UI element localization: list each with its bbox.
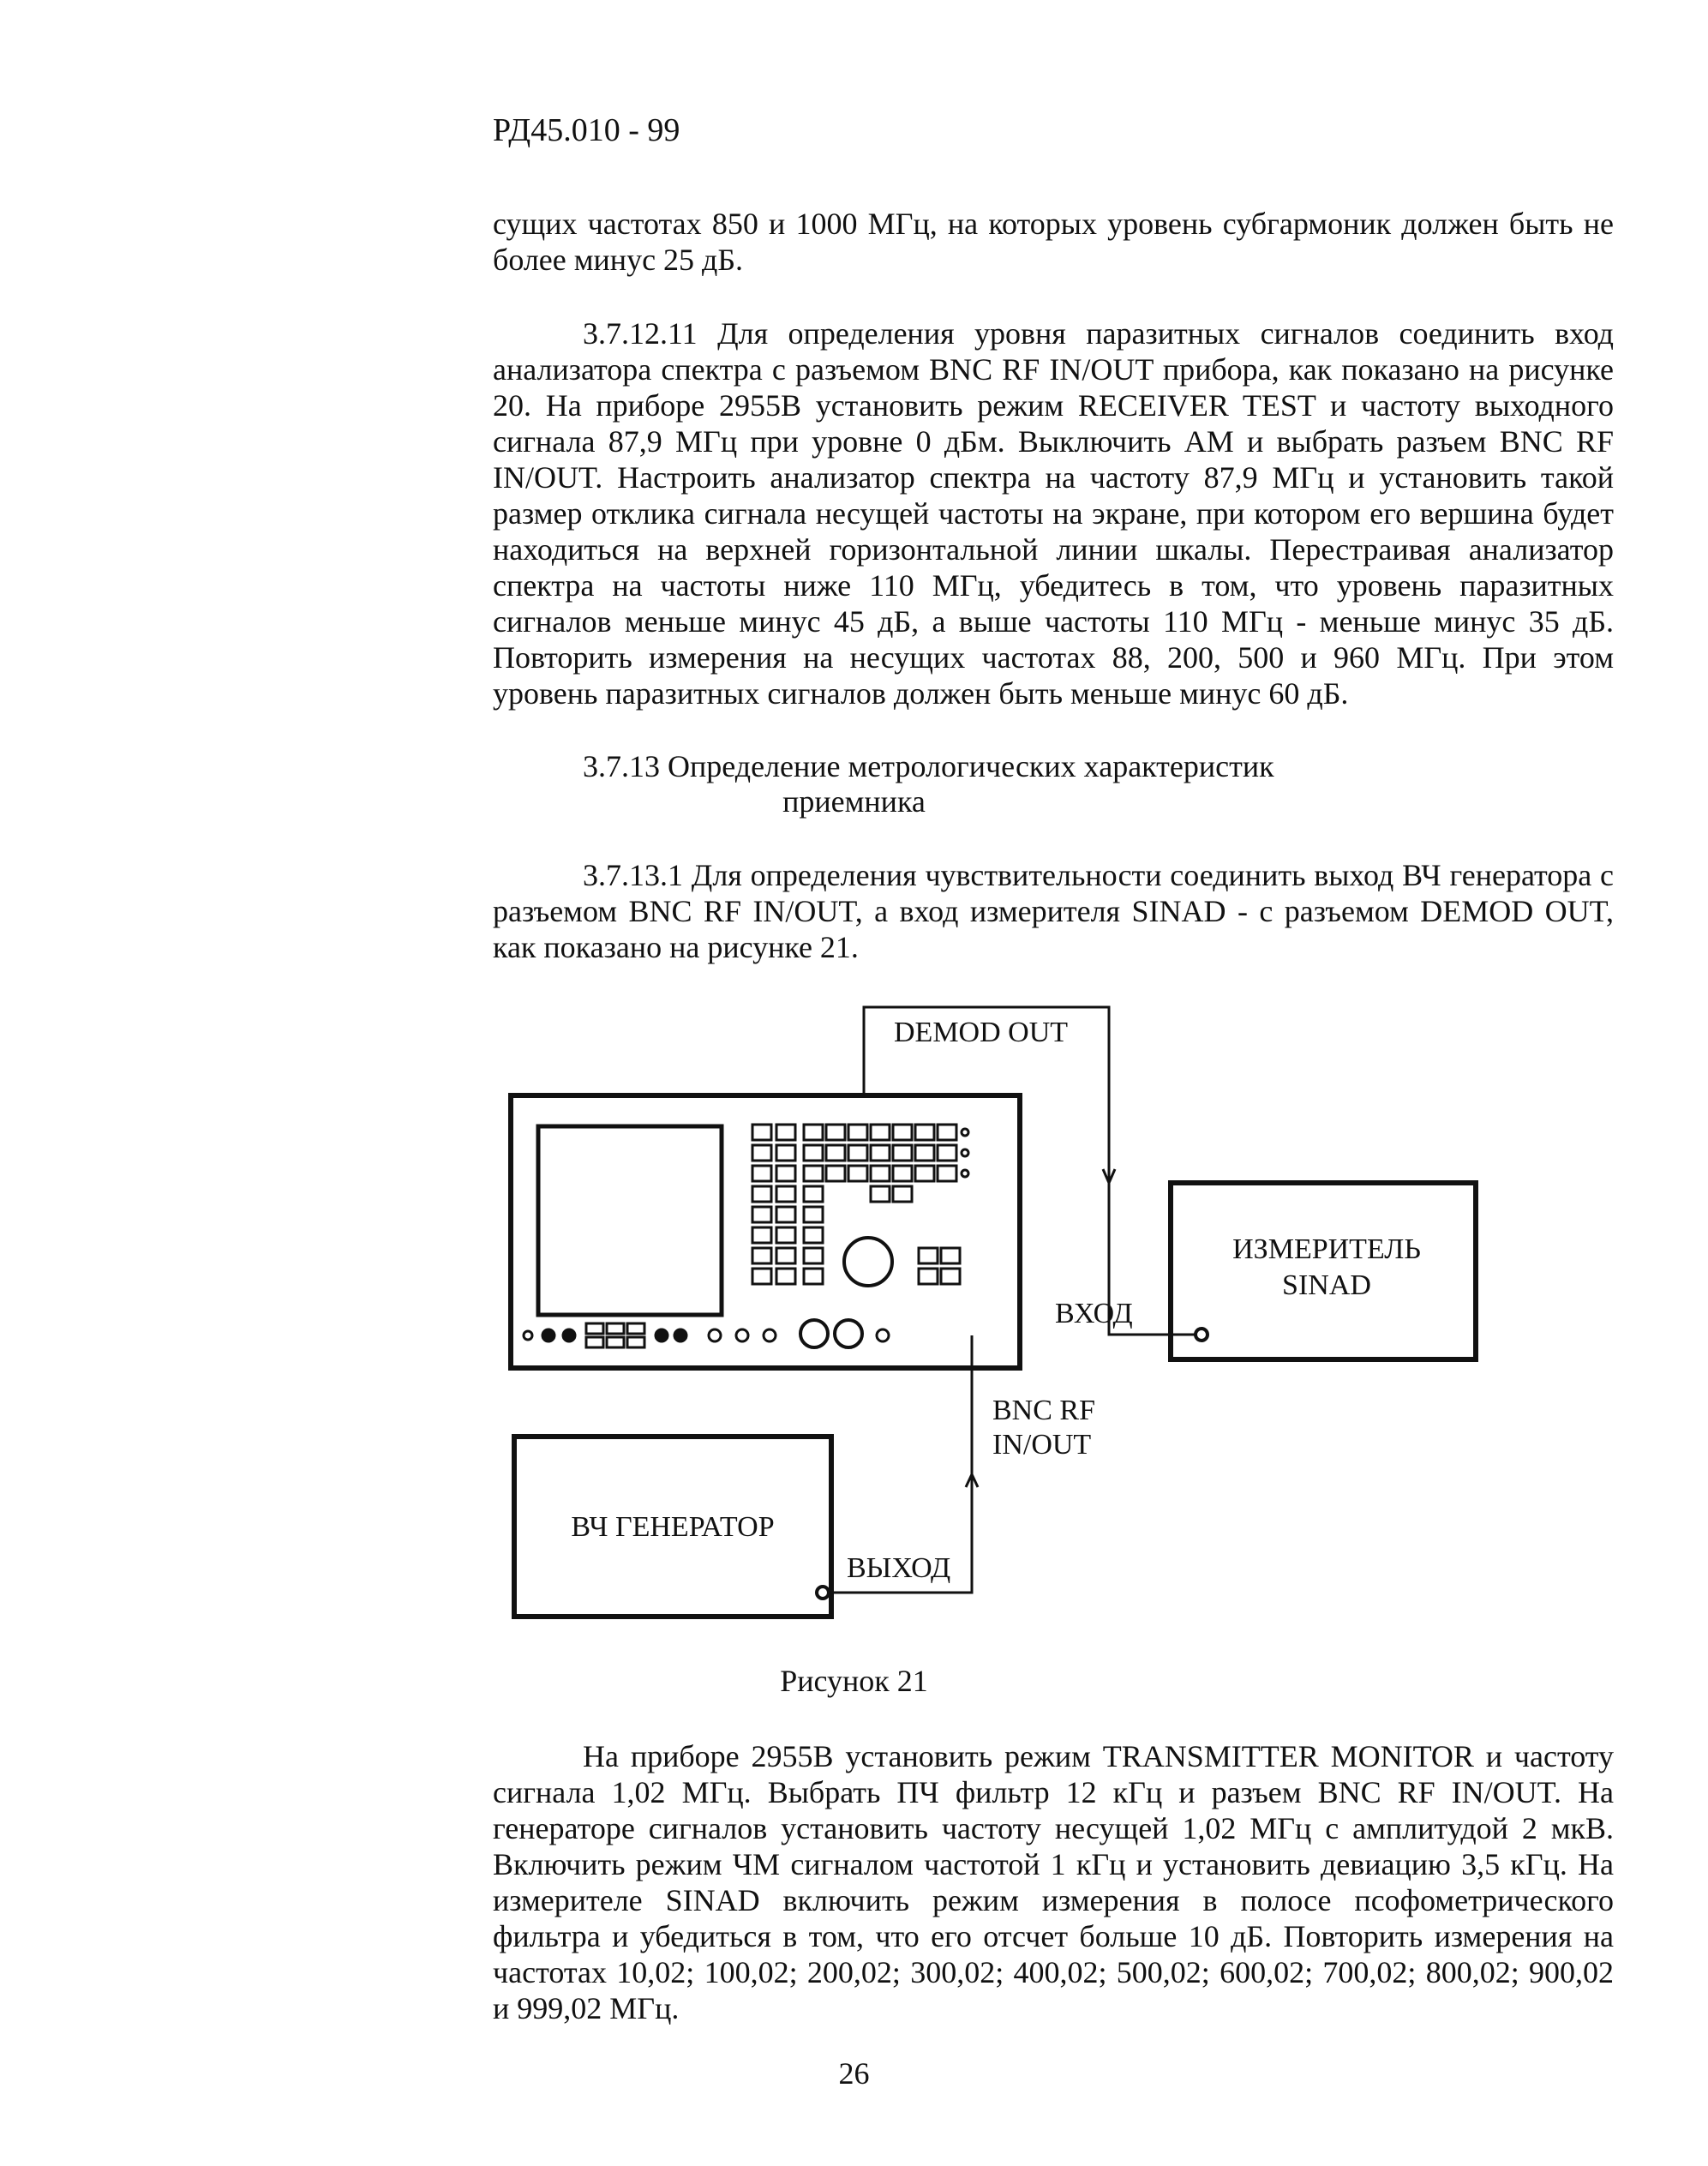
paragraph-3-7-12-11: 3.7.12.11 Для определения уровня паразитных сигналов соединить вход анализатора спектра с разъемом BNC RF IN/OUT прибора, как показано на рисунке 20. На приборе 2955B установить режим RECEIVER TEST и частоту выходного сигнала 87,9 МГц при уровне 0 дБм. Выключить АМ и выбрать разъем BNC RF IN/OUT. Настроить анализатор спектра на частоту 87,9 МГц и установить такой размер отклика сигнала несущей частоты на экране, при котором его вершина будет находиться на верхней горизонтальной линии шкалы. Перестраивая анализатор спектра на частоты ниже 110 МГц, убедитесь в том, что уровень паразитных сигналов меньше минус 45 дБ, а выше частоты 110 МГц - меньше минус 35 дБ. Повторить измерения на несущих частотах 88, 200, 500 и 960 МГц. При этом уровень паразитных сигналов должен быть меньше минус 60 дБ. bbox=[493, 316, 1614, 711]
paragraph-continuation: сущих частотах 850 и 1000 МГц, на которых уровень субгармоник должен быть не более минус 25 дБ. bbox=[493, 207, 1614, 277]
section-heading-subtitle: приемника bbox=[782, 784, 926, 819]
meter-input-connector bbox=[1196, 1329, 1208, 1341]
keypad-grid bbox=[752, 1125, 960, 1284]
label-vyhod: ВЫХОД bbox=[847, 1552, 951, 1584]
paragraph-2955b-setup: На приборе 2955B установить режим TRANSMITTER MONITOR и частоту сигнала 1,02 МГц. Выбрать ПЧ фильтр 12 кГц и разъем BNC RF IN/OUT. На генераторе сигналов установить частоту несущей 1,02 МГц с амплитудой 2 мкВ. Включить режим ЧМ сигналом частотой 1 кГц и установить девиацию 3,5 кГц. На измерителе SINAD включить режим измерения в полосе псофометрического фильтра и убедиться в том, что его отсчет больше 10 дБ. Повторить измерения на частотах 10,02; 100,02; 200,02; 300,02; 400,02; 500,02; 600,02; 700,02; 800,02; 900,02 и 999,02 МГц. bbox=[493, 1739, 1614, 2025]
page-number: 26 bbox=[838, 2056, 870, 2091]
document-code-header: РД45.010 - 99 bbox=[493, 112, 680, 148]
bottom-controls bbox=[524, 1320, 889, 1347]
label-bnc-rf: BNC RF bbox=[992, 1395, 1095, 1426]
figure-21-connection-diagram bbox=[480, 994, 1611, 1637]
instrument-screen bbox=[538, 1126, 722, 1315]
label-in-out: IN/OUT bbox=[992, 1429, 1092, 1461]
label-demod-out: DEMOD OUT bbox=[894, 1017, 1069, 1048]
label-meter-line2: SINAD bbox=[1282, 1269, 1371, 1301]
paragraph-3-7-13-1: 3.7.13.1 Для определения чувствительности соединить выход ВЧ генератора с разъемом BNC RF IN/OUT, а вход измерителя SINAD - с разъемом DEMOD OUT, как показано на рисунке 21. bbox=[493, 858, 1614, 964]
section-heading-3-7-13: 3.7.13 Определение метрологических характеристик bbox=[583, 749, 1274, 783]
tuning-knob bbox=[844, 1238, 892, 1286]
generator-output-connector bbox=[817, 1587, 829, 1599]
label-vhod: ВХОД bbox=[1055, 1298, 1133, 1329]
label-generator: ВЧ ГЕНЕРАТОР bbox=[571, 1511, 775, 1543]
label-meter-line1: ИЗМЕРИТЕЛЬ bbox=[1232, 1233, 1421, 1265]
figure-caption: Рисунок 21 bbox=[780, 1664, 928, 1698]
